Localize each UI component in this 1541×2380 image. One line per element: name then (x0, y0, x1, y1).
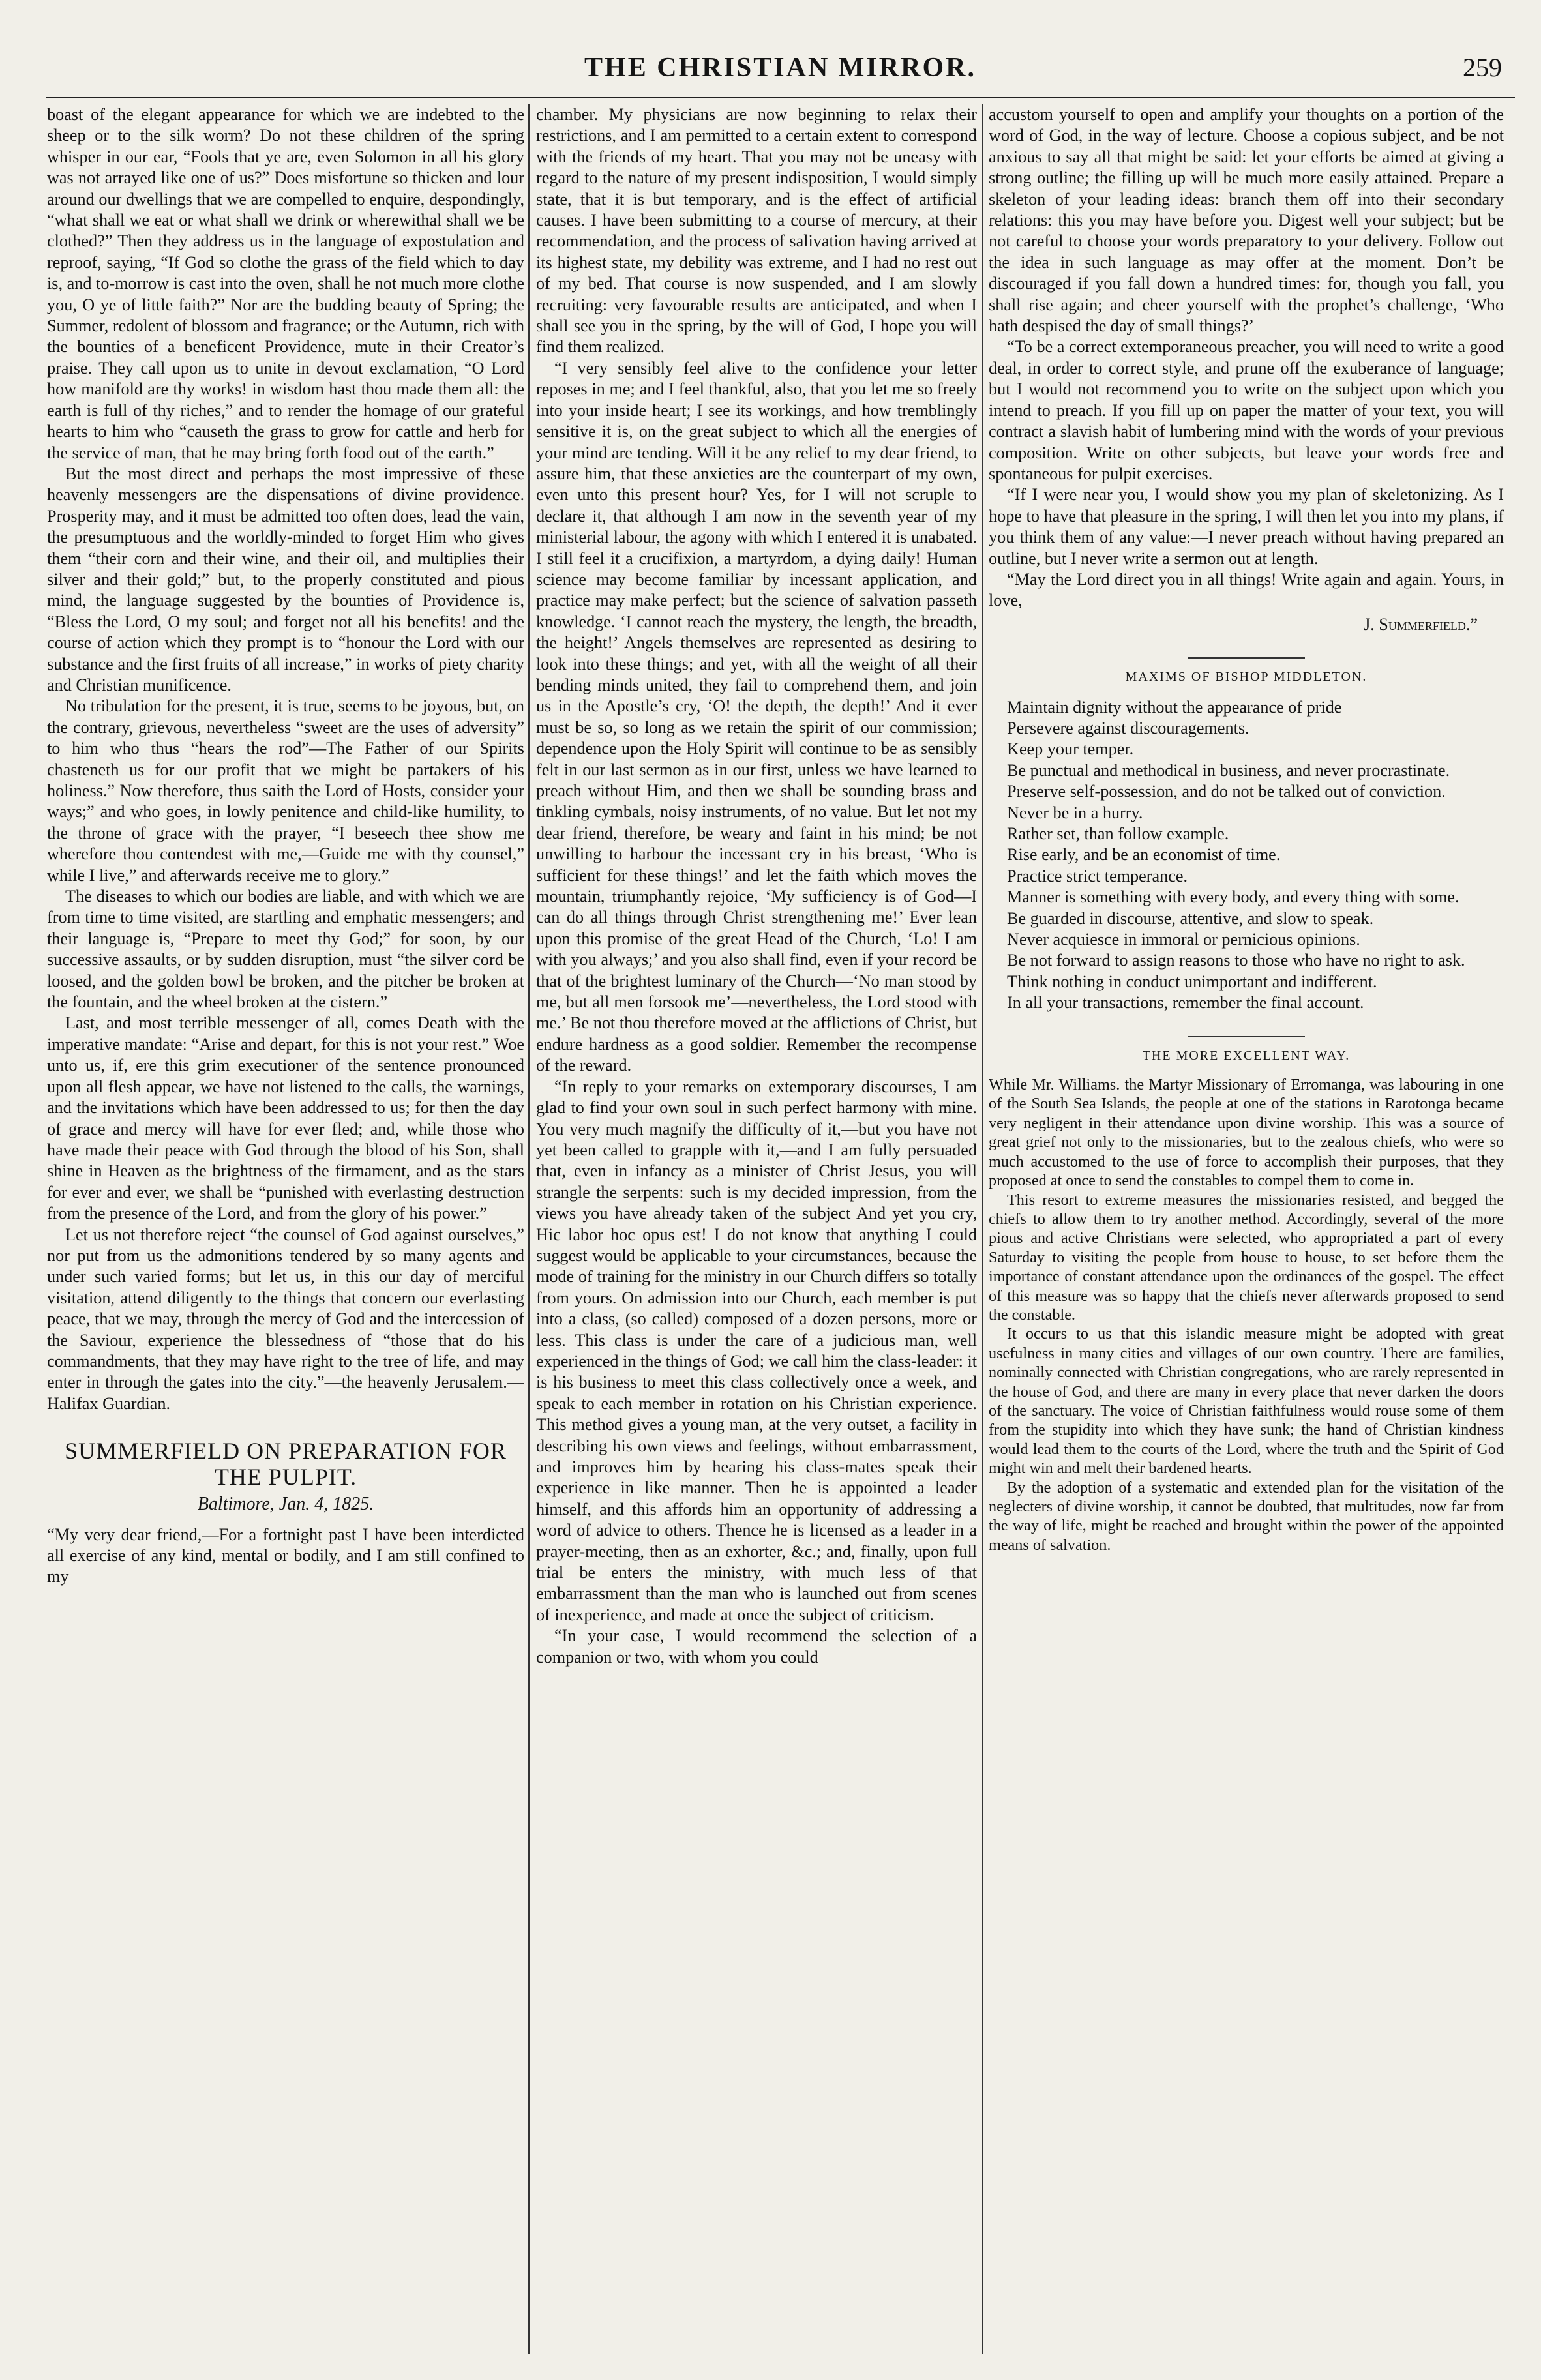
maxims-list (989, 697, 1504, 1014)
paragraph: chamber. My physicians are now beginning to relax their restrictions, and I am permitted to a certain extent to correspond with the friends of my heart. That you may not be uneasy with regard to the nature of my present indisposition, I would simply state, that it is but temporary, and is the effect of artificial causes. I have been submitting to a course of mercury, at their recommendation, and the process of salivation having arrived at its highest state, my debility was extreme, and I had no rest out of my bed. That course is now suspended, and I am slowly recruiting: very favourable results are anticipated, and when I shall see you in the spring, by the will of God, I hope you will find them realized. (536, 105, 977, 357)
maxim-item: Never acquiesce in immoral or pernicious opinions. (1007, 930, 1360, 949)
column-2 (536, 104, 977, 2354)
paragraph: This resort to extreme measures the missionaries resisted, and begged the chiefs to allow them to try another method. Accordingly, several of the more pious and active Christians were selected, who appropriated a part of every Saturday to visiting the people from house to house, to set before them the importance of constant attendance upon the ordinances of the gospel. The effect of this measure was so happy that the chiefs never afterwards proposed to send the constable. (989, 1191, 1504, 1324)
column-divider (528, 104, 530, 2354)
maxim-item: Preserve self-possession, and do not be talked out of conviction. (1007, 782, 1446, 801)
article-title: SUMMERFIELD ON PREPARATION FOR THE PULPIT. (65, 1438, 507, 1491)
header-rule (46, 97, 1515, 98)
excellent-way-article (989, 1075, 1504, 1554)
page-header (46, 26, 1515, 85)
paragraph: Let us not therefore reject “the counsel of God against ourselves,” nor put from us the admonitions tendered by so many agents and under such varied forms; but let us, in this our day of merciful visitation, attend diligently to the things that concern our everlasting peace, that we may, through the mercy of God and the intercession of the Saviour, experience the blessedness of “those that do his commandments, that they may have right to the tree of life, and may enter in through the gates into the city.”—the heavenly Jerusalem.—Halifax Guardian. (47, 1225, 524, 1413)
column-divider (982, 104, 983, 2354)
column-3 (989, 104, 1504, 2354)
paragraph: accustom yourself to open and amplify your thoughts on a portion of the word of God, in the way of lecture. Choose a copious subject, and be not anxious to say all that might be said: let your efforts be aimed at giving a strong outline; the filling up will be much more easily attained. Prepare a skeleton of your leading ideas: branch them off into their secondary relations: this you may have before you. Digest well your subject; but be not careful to choose your words preparatory to your delivery. Follow out the idea in such language as may offer at the moment. Don’t be discouraged if you fall down a hundred times: for, though you fall, you shall rise again; and cheer yourself with the prophet’s challenge, ‘Who hath despised the day of small things?’ (989, 105, 1504, 336)
maxim-item: Think nothing in conduct unimportant and indifferent. (1007, 972, 1377, 991)
paragraph: “To be a correct extemporaneous preacher, you will need to write a good deal, in order to correct style, and prune off the exuberance of language; but I would not recommend you to write on the subject upon which you intend to preach. If you fill up on paper the matter of your text, you will contract a slavish habit of lumbering mind with the words of your previous composition. Write on other subjects, but leave your words free and spontaneous for pulpit exercises. (989, 337, 1504, 483)
maxim-item: Practice strict temperance. (1007, 866, 1188, 885)
paragraph: Last, and most terrible messenger of all, comes Death with the imperative mandate: “Arise and depart, for this is not your rest.” Woe unto us, if, ere this grim executioner of the sentence pronounced upon all flesh appear, we have not listened to the calls, the warnings, and the invitations which have been addressed to us; for then the day of grace and mercy will have for ever fled; and, while those who have made their peace with God through the blood of his Son, shall shine in Heaven as the brightness of the firmament, and as the stars for ever and ever, we shall be “punished with everlasting destruction from the presence of the Lord, and from the glory of his power.” (47, 1013, 524, 1223)
paragraph: It occurs to us that this islandic measure might be adopted with great usefulness in many cities and villages of our own country. There are families, nominally connected with Christian congregations, who are rarely represented in the house of God, and there are many in every place that never darken the doors of the sanctuary. The voice of Christian faithfulness would rouse some of them from the stupidity into which they have sunk; the hand of Christian kindness would lead them to the courts of the Lord, where the truth and the Spirit of God might win and melt their bardened hearts. (989, 1325, 1504, 1478)
paragraph: “In your case, I would recommend the selection of a companion or two, with whom you could (536, 1626, 977, 1667)
maxim-item: Keep your temper. (1007, 739, 1134, 759)
paragraph: boast of the elegant appearance for which we are indebted to the sheep or to the silk worm? Do not these children of the spring whisper in our ear, “Fools that ye are, even Solomon in all his glory was not arrayed like one of us?” Does misfortune so thicken and lour around our dwellings that we are compelled to enquire, despondingly, “what shall we eat or what shall we drink or wherewithal shall we be clothed?” Then they address us in the language of expostulation and reproof, saying, “If God so clothe the grass of the field which to day is, and to-morrow is cast into the oven, shall he not much more clothe you, O ye of little faith?” Nor are the budding beauty of Spring; the Summer, redolent of blossom and fragrance; or the Autumn, rich with the bounties of a beneficent Providence, mute in their Creator’s praise. They call upon us to unite in devout exclamation, “O Lord how manifold are thy works! in wisdom hast thou made them all: the earth is full of thy riches,” and to render the homage of our grateful hearts to him who “causeth the grass to grow for cattle and herb for the service of man, that he may bring forth food out of the earth.” (47, 105, 524, 462)
column-1 (47, 104, 524, 2354)
maxim-item: Persevere against discouragements. (1007, 718, 1249, 737)
signature: J. Summerfield.” (1363, 614, 1478, 634)
paragraph: No tribulation for the present, it is true, seems to be joyous, but, on the contrary, grievous, nevertheless “sweet are the uses of adversity” to him who thus “hears the rod”—The Father of our Spirits chasteneth us for our profit that we might be partakers of his holiness.” Now therefore, thus saith the Lord of Hosts, consider your ways;” and who goes, in lowly penitence and child-like humility, to the throne of grace with the prayer, “I beseech thee show me wherefore thou contendest with me,—Guide me with thy counsel,” while I live,” and afterwards receive me to glory.” (47, 696, 524, 885)
dateline: Baltimore, Jan. 4, 1825. (197, 1494, 374, 1515)
maxim-item: Maintain dignity without the appearance of pride (1007, 697, 1342, 717)
maxim-item: In all your transactions, remember the final account. (1007, 993, 1364, 1013)
maxims-title: MAXIMS OF BISHOP MIDDLETON. (1125, 670, 1368, 685)
paragraph: But the most direct and perhaps the most impressive of these heavenly messengers are the dispensations of divine providence. Prosperity may, and it must be admitted too often does, lead the vain, the presumptuous and the worldly-minded to forget Him who gives them “their corn and their wine, and their oil, and multiplies their silver and their gold;” but, to the properly constituted and pious mind, the language suggested by the bounties of Providence is, “Bless the Lord, O my soul; and forget not all his benefits! and the course of action which they prompt is to “honour the Lord with our substance and the first fruits of all increase,” in works of piety charity and Christian munificence. (47, 464, 524, 694)
maxim-item: Never be in a hurry. (1007, 803, 1143, 822)
section-rule (1188, 657, 1305, 659)
maxim-item: Rise early, and be an economist of time. (1007, 845, 1281, 865)
masthead: THE CHRISTIAN MIRROR. (584, 53, 976, 83)
excellent-way-title: THE MORE EXCELLENT WAY. (1142, 1048, 1351, 1063)
paragraph: The diseases to which our bodies are liable, and with which we are from time to time visited, are startling and emphatic messengers; and their language is, “Prepare to meet thy God;” for soon, by our successive assaults, or by sudden disruption, must “the silver cord be loosed, and the golden bowl be broken, and the pitcher be broken at the fountain, and the wheel broken at the cistern.” (47, 887, 524, 1012)
paragraph: “My very dear friend,—For a fortnight past I have been interdicted all exercise of any kind, mental or bodily, and I am still confined to my (47, 1525, 524, 1586)
paragraph: “I very sensibly feel alive to the confidence your letter reposes in me; and I feel thankful, also, that you let me so freely into your inside heart; I see its workings, and how tremblingly sensitive it is, on the great subject to which all the energies of your mind are tending. Will it be any relief to my dear friend, to assure him, that these anxieties are the counterpart of my own, even unto this present hour? Yes, for I will not scruple to declare it, that although I am now in the seventh year of my ministerial labour, the agony with which I entered it is unabated. I still feel it a crucifixion, a martyrdom, a dying daily! Human science may become familiar by incessant application, and practice may make perfect; but the science of salvation passeth knowledge. ‘I cannot reach the mystery, the length, the breadth, the height!’ Angels themselves are represented as desiring to look into these things; and yet, with all the weight of all their bending minds united, they fail to comprehend them, and join us in the Apostle’s cry, ‘O! the depth, the depth!’ And it ever must be so, so long as we retain the spirit of our commission; dependence upon the Holy Spirit will continue to be as sensibly felt in our last sermon as in our first, unless we have learned to preach without Him, and then we shall be sounding brass and tinkling cymbals, noisy instruments, of no value. But let not my dear friend, therefore, be weary and faint in his mind; be not unwilling to harbour the incessant cry in his breast, ‘Who is sufficient for these things!’ and let the faith which moves the mountain, triumphantly rejoice, ‘My sufficiency is of God—I can do all things through Christ strengthening me!’ Ever lean upon this promise of the great Head of the Church, ‘Lo! I am with you always;’ and you also shall find, even if your record be that of the brightest luminary of the Church—‘No man stood by me, but all men forsook me’—nevertheless, the Lord stood with me.’ Be not thou therefore moved at the afflictions of Christ, but endure hardness as a good soldier. Remember the recompense of the reward. (536, 358, 977, 1075)
section-rule (1188, 1036, 1305, 1037)
maxim-item: Be punctual and methodical in business, and never procrastinate. (1007, 760, 1450, 780)
maxim-item: Be not forward to assign reasons to those who have no right to ask. (1007, 951, 1465, 970)
paragraph: “If I were near you, I would show you my plan of skeletonizing. As I hope to have that pleasure in the spring, I will then let you into my plans, if you think them of any value:—I never preach without having prepared an outline, but I never write a sermon out at length. (989, 485, 1504, 568)
page-number: 259 (1463, 53, 1502, 82)
paragraph: While Mr. Williams. the Martyr Missionary of Erromanga, was labouring in one of the South Sea Islands, the people at one of the stations in Rarotonga became very negligent in their attendance upon divine worship. This was a source of great grief not only to the missionaries, but to the zealous chiefs, who were so much accustomed to the use of force to accomplish their purposes, that they proposed at once to send the constables to compel them to come in. (989, 1076, 1504, 1190)
maxim-item: Be guarded in discourse, attentive, and slow to speak. (1007, 908, 1374, 928)
maxim-item: Manner is something with every body, and every thing with some. (1007, 887, 1459, 907)
paragraph: “May the Lord direct you in all things! Write again and again. Yours, in love, (989, 569, 1504, 610)
maxim-item: Rather set, than follow example. (1007, 824, 1229, 843)
paragraph: “In reply to your remarks on extemporary discourses, I am glad to find your own soul in such perfect harmony with mine. You very much magnify the difficulty of it,—but you have not yet been called to grapple with it,—and I am fully persuaded that, even in infancy as a minister of Christ Jesus, you will strangle the serpents: such is my decided impression, from the views you have already taken of the subject And yet you cry, Hic labor hoc opus est! I do not know that anything I could suggest would be applicable to your circumstances, because the mode of training for the ministry in our Church differs so totally from yours. On admission into our Church, each member is put into a class, (so called) composed of a dozen persons, more or less. This class is under the care of a judicious man, well experienced in the things of God; we call him the class-leader: it is his business to meet this class collectively once a week, and speak to each member in rotation on his Christian experience. This method gives a young man, at the very outset, a facility in describing his own views and feelings, without embarrassment, and improves him by hearing his class-mates speak their experience in like manner. Then he is appointed a leader himself, and this affords him an opportunity of addressing a word of advice to others. Thence he is licensed as a leader in a prayer-meeting, then as an exhorter, &c.; and, finally, upon full trial be enters the ministry, with much less of that embarrassment than the man who is launched out from scenes of inexperience, and made at once the subject of criticism. (536, 1077, 977, 1624)
paragraph: By the adoption of a systematic and extended plan for the visitation of the neglecters of divine worship, it cannot be doubted, that multitudes, now far from the way of life, might be reached and brought within the power of the appointed means of salvation. (989, 1478, 1504, 1554)
